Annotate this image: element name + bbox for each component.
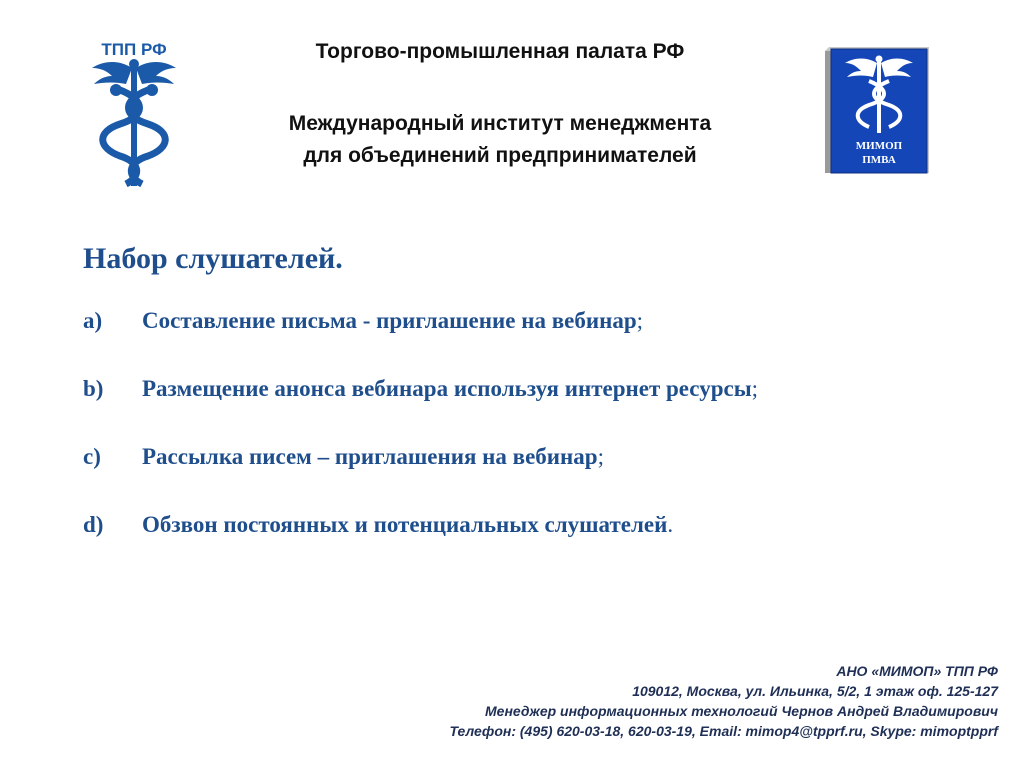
footer-manager: Менеджер информационных технологий Чернов Андрей Владимирович bbox=[485, 703, 998, 719]
tpp-logo-text: ТПП РФ bbox=[101, 40, 167, 59]
institute-name bbox=[200, 108, 800, 172]
mimop-logo bbox=[821, 45, 931, 175]
contact-footer bbox=[449, 661, 998, 741]
list-marker: d) bbox=[83, 512, 104, 537]
header bbox=[200, 38, 800, 172]
list-marker: c) bbox=[83, 444, 101, 469]
footer-org: АНО «МИМОП» ТПП РФ bbox=[836, 663, 998, 679]
tpp-logo bbox=[86, 38, 182, 190]
institute-line-2: для объединений предпринимателей bbox=[303, 144, 697, 167]
footer-address: 109012, Москва, ул. Ильинка, 5/2, 1 этаж оф. 125-127 bbox=[632, 683, 998, 699]
list-item bbox=[83, 439, 758, 507]
list-item bbox=[83, 371, 758, 439]
list-item bbox=[83, 507, 758, 575]
task-list bbox=[83, 303, 758, 575]
list-item-text: Размещение анонса вебинара используя интернет ресурсы bbox=[142, 376, 752, 401]
footer-contacts: Телефон: (495) 620-03-18, 620-03-19, Email: mimop4@tpprf.ru, Skype: mimoptpprf bbox=[449, 723, 998, 739]
list-marker: a) bbox=[83, 308, 103, 333]
list-item bbox=[83, 303, 758, 371]
org-name: Торгово-промышленная палата РФ bbox=[315, 40, 685, 63]
list-item-punct: ; bbox=[751, 376, 759, 401]
list-item-text: Рассылка писем – приглашения на вебинар bbox=[142, 444, 598, 469]
section-title: Набор слушателей. bbox=[83, 242, 343, 275]
list-item-punct: ; bbox=[597, 444, 604, 469]
mimop-logo-text-1: МИМОП bbox=[855, 140, 903, 152]
list-item-punct: ; bbox=[636, 308, 644, 333]
mimop-logo-text-2: ПМВА bbox=[862, 154, 896, 166]
list-item-text: Составление письма - приглашение на вебинар bbox=[142, 308, 637, 333]
list-item-punct: . bbox=[667, 512, 674, 537]
institute-line-1: Международный институт менеджмента bbox=[288, 112, 712, 135]
caduceus-icon bbox=[86, 38, 182, 190]
list-item-text: Обзвон постоянных и потенциальных слушателей bbox=[142, 512, 668, 537]
book-icon bbox=[821, 45, 931, 175]
list-marker: b) bbox=[83, 376, 104, 401]
